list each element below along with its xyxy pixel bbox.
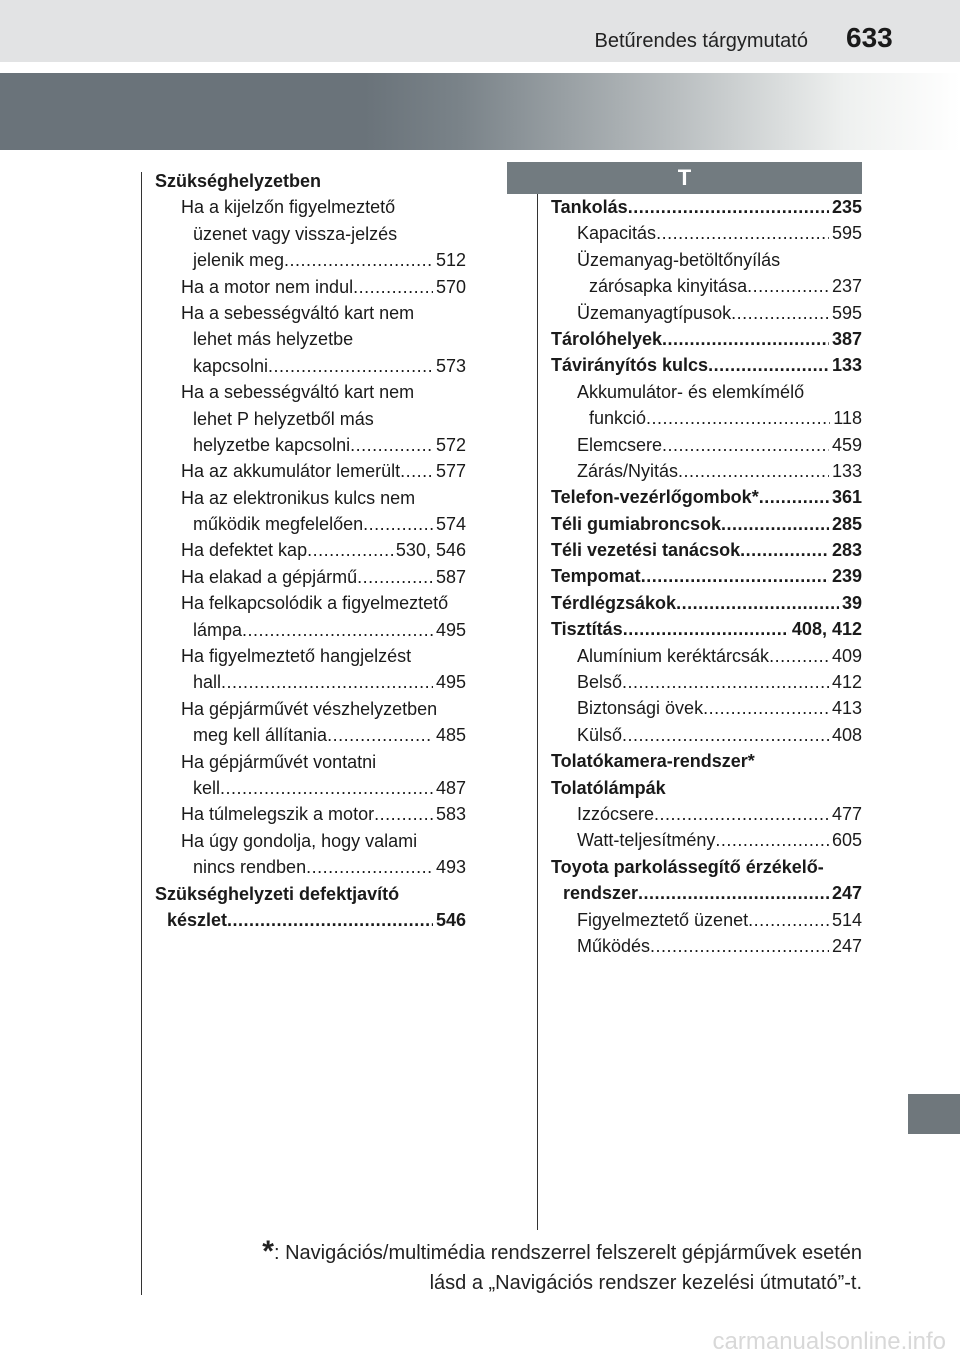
watermark: carmanualsonline.info: [712, 1328, 946, 1355]
entry-text: Tisztítás: [551, 619, 623, 640]
entry-text: Ha a motor nem indul: [181, 276, 354, 297]
dot-leader: [731, 300, 829, 326]
section-thumb-tab: [908, 1094, 960, 1134]
footnote-line-1: [190, 1237, 862, 1268]
dot-leader: [307, 537, 393, 563]
dot-leader: [656, 220, 829, 246]
index-entry: [155, 722, 466, 748]
index-entry: [155, 432, 466, 458]
entry-page-ref: 570: [435, 276, 466, 297]
dot-leader: [623, 616, 789, 642]
entry-page-ref: 587: [435, 566, 466, 587]
entry-text: lehet más helyzetbe: [193, 329, 354, 350]
index-entry: [155, 221, 466, 247]
index-entry: [551, 511, 862, 537]
dot-leader: [268, 353, 433, 379]
dot-leader: [227, 907, 433, 933]
entry-text: rendszer: [563, 883, 639, 904]
index-entry: [155, 854, 466, 880]
index-entry: [551, 827, 862, 853]
dot-leader: [242, 617, 433, 643]
entry-text: Ha a sebességváltó kart nem: [181, 302, 415, 323]
index-entry: [551, 247, 862, 273]
entry-text: Zárás/Nyitás: [577, 460, 679, 481]
dot-leader: [646, 405, 830, 431]
entry-page-ref: 235: [831, 197, 862, 217]
index-entry: [551, 432, 862, 458]
dot-leader: [662, 432, 829, 458]
index-entry: [551, 933, 862, 959]
left-index-column: [155, 168, 466, 933]
entry-text: Ha az akkumulátor lemerült: [181, 461, 401, 482]
entry-text: Téli vezetési tanácsok: [551, 540, 741, 561]
letter-section-header: T: [507, 162, 862, 194]
entry-text: Ha elakad a gépjármű: [181, 566, 358, 587]
entry-text: Ha a kijelzőn figyelmeztető: [181, 197, 396, 218]
entry-text: Tempomat: [551, 566, 641, 587]
entry-text: Kapacitás: [577, 223, 657, 244]
entry-text: meg kell állítania: [193, 725, 328, 746]
entry-text: Ha úgy gondolja, hogy valami: [181, 830, 418, 851]
entry-text: nincs rendben: [193, 857, 307, 878]
index-entry: [551, 616, 862, 642]
index-entry: [155, 194, 466, 220]
entry-page-ref: 595: [831, 223, 862, 244]
index-entry: [155, 907, 466, 933]
footnote-marker: *: [262, 1235, 274, 1268]
index-entry: [551, 563, 862, 589]
entry-page-ref: 495: [435, 672, 466, 693]
entry-page-ref: 530, 546: [395, 540, 466, 561]
index-entry: [551, 273, 862, 299]
entry-page-ref: 595: [831, 302, 862, 323]
entry-page-ref: 133: [831, 355, 862, 376]
column-divider: [537, 190, 538, 1230]
dot-leader: [221, 669, 433, 695]
entry-text: zárósapka kinyitása: [589, 276, 748, 297]
entry-text: Toyota parkolássegítő érzékelő-: [551, 856, 824, 877]
entry-page-ref: 493: [435, 857, 466, 878]
footnote-text-1: : Navigációs/multimédia rendszerrel felszerelt gépjárművek esetén: [273, 1242, 862, 1264]
index-entry: [551, 458, 862, 484]
dot-leader: [708, 352, 829, 378]
entry-page-ref: 361: [831, 487, 862, 508]
index-entry: [155, 247, 466, 273]
entry-text: Ha túlmelegszik a motor: [181, 804, 375, 825]
entry-page-ref: 546: [435, 909, 466, 930]
index-entry: [551, 484, 862, 510]
index-entry: [155, 801, 466, 827]
index-entry: [551, 352, 862, 378]
entry-page-ref: 285: [831, 513, 862, 534]
dot-leader: [740, 537, 829, 563]
index-entry: [551, 537, 862, 563]
entry-text: készlet: [167, 909, 228, 930]
index-entry: [155, 485, 466, 511]
entry-text: Tankolás: [551, 197, 628, 217]
entry-page-ref: 512: [435, 250, 466, 271]
index-entry: [155, 353, 466, 379]
entry-text: Ha az elektronikus kulcs nem: [181, 487, 416, 508]
index-entry: [155, 749, 466, 775]
entry-text: Ha gépjárművét vontatni: [181, 751, 377, 772]
index-entry: [155, 300, 466, 326]
index-entry: [551, 405, 862, 431]
entry-page-ref: 39: [841, 592, 862, 613]
entry-page-ref: 583: [435, 804, 466, 825]
entry-text: Izzócsere: [577, 803, 655, 824]
entry-text: Üzemanyag-betöltőnyílás: [577, 249, 781, 270]
entry-page-ref: 413: [831, 698, 862, 719]
entry-text: Külső: [577, 724, 623, 745]
entry-page-ref: 495: [435, 619, 466, 640]
entry-text: Ha gépjárművét vészhelyzetben: [181, 698, 438, 719]
entry-page-ref: 283: [831, 540, 862, 561]
entry-text: Watt-teljesítmény: [577, 830, 716, 851]
index-entry: [551, 194, 862, 220]
section-title: Betűrendes tárgymutató: [594, 30, 808, 52]
entry-page-ref: 247: [831, 935, 862, 956]
index-entry: [551, 854, 862, 880]
dot-leader: [748, 907, 829, 933]
index-entry: [551, 300, 862, 326]
dot-leader: [721, 511, 829, 537]
entry-page-ref: 409: [831, 645, 862, 666]
dot-leader: [327, 722, 433, 748]
entry-page-ref: 247: [831, 883, 862, 904]
entry-text: Tolatókamera-rendszer*: [551, 751, 755, 772]
entry-text: hall: [193, 672, 222, 693]
entry-page-ref: 387: [831, 328, 862, 349]
dot-leader: [622, 669, 829, 695]
index-entry: [155, 669, 466, 695]
entry-page-ref: 408, 412: [791, 619, 862, 640]
entry-text: jelenik meg: [193, 250, 285, 271]
entry-page-ref: 605: [831, 830, 862, 851]
entry-text: Ha a sebességváltó kart nem: [181, 382, 415, 403]
right-index-column: [551, 194, 862, 959]
entry-page-ref: 514: [831, 909, 862, 930]
left-column-rule: [141, 172, 142, 1295]
entry-text: Telefon-vezérlőgombok*: [551, 487, 759, 508]
entry-page-ref: 477: [831, 803, 862, 824]
dot-leader: [357, 564, 433, 590]
entry-page-ref: 487: [435, 777, 466, 798]
entry-text: kapcsolni: [193, 355, 269, 376]
index-entry: [551, 590, 862, 616]
index-entry: [551, 880, 862, 906]
entry-text: Térdlégzsákok: [551, 592, 677, 613]
dot-leader: [400, 458, 433, 484]
index-entry: [155, 828, 466, 854]
index-entry: [155, 458, 466, 484]
entry-page-ref: 573: [435, 355, 466, 376]
index-entry: [155, 564, 466, 590]
entry-page-ref: 485: [435, 725, 466, 746]
entry-text: Távirányítós kulcs: [551, 355, 709, 376]
entry-page-ref: 408: [831, 724, 862, 745]
footnote-line-2: lásd a „Navigációs rendszer kezelési útmutató”-t.: [429, 1272, 862, 1294]
entry-text: funkció: [589, 408, 647, 429]
index-entry: [155, 617, 466, 643]
entry-text: Ha figyelmeztető hangjelzést: [181, 646, 412, 667]
entry-text: Akkumulátor- és elemkímélő: [577, 381, 805, 402]
entry-page-ref: 239: [831, 566, 862, 587]
index-entry: [551, 748, 862, 774]
entry-page-ref: 459: [831, 434, 862, 455]
index-entry: [551, 326, 862, 352]
dot-leader: [650, 933, 829, 959]
entry-page-ref: 237: [831, 276, 862, 297]
entry-page-ref: 574: [435, 514, 466, 535]
dot-leader: [703, 695, 829, 721]
index-entry: [551, 669, 862, 695]
entry-page-ref: 118: [833, 408, 862, 429]
dot-leader: [353, 274, 433, 300]
index-entry: [155, 326, 466, 352]
gradient-banner: [0, 73, 960, 150]
dot-leader: [374, 801, 433, 827]
index-entry: [155, 590, 466, 616]
entry-text: Ha defektet kap: [181, 540, 308, 561]
index-entry: [551, 775, 862, 801]
entry-text: Alumínium keréktárcsák: [577, 645, 770, 666]
index-entry: [155, 775, 466, 801]
dot-leader: [747, 273, 829, 299]
dot-leader: [678, 458, 829, 484]
entry-text: Biztonsági övek: [577, 698, 704, 719]
dot-leader: [662, 326, 829, 352]
footnote: [190, 1237, 862, 1298]
entry-text: Szükséghelyzetben: [155, 171, 322, 191]
index-entry: [155, 696, 466, 722]
entry-text: Tolatólámpák: [551, 777, 666, 798]
dot-leader: [220, 775, 433, 801]
dot-leader: [641, 563, 829, 589]
entry-text: Elemcsere: [577, 434, 663, 455]
index-entry: [155, 379, 466, 405]
entry-page-ref: 412: [831, 672, 862, 693]
index-entry: [155, 511, 466, 537]
entry-page-ref: 577: [435, 461, 466, 482]
entry-text: lehet P helyzetből más: [193, 408, 374, 429]
entry-text: Szükséghelyzeti defektjavító: [155, 883, 400, 904]
page-number: 633: [846, 22, 893, 53]
index-entry: [551, 379, 862, 405]
entry-text: kell: [193, 777, 221, 798]
entry-text: Téli gumiabroncsok: [551, 513, 722, 534]
dot-leader: [654, 801, 829, 827]
dot-leader: [676, 590, 839, 616]
entry-text: működik megfelelően: [193, 514, 364, 535]
dot-leader: [715, 827, 829, 853]
index-entry: [551, 907, 862, 933]
index-entry: [551, 643, 862, 669]
index-entry: [155, 643, 466, 669]
entry-text: Ha felkapcsolódik a figyelmeztető: [181, 593, 449, 614]
dot-leader: [350, 432, 433, 458]
entry-text: üzenet vagy vissza-jelzés: [193, 223, 398, 244]
entry-text: helyzetbe kapcsolni: [193, 434, 351, 455]
index-entry: [551, 801, 862, 827]
dot-leader: [284, 247, 433, 273]
index-entry: [155, 406, 466, 432]
entry-text: Figyelmeztető üzenet: [577, 909, 749, 930]
index-entry: [155, 168, 466, 194]
entry-text: Belső: [577, 672, 623, 693]
entry-page-ref: 133: [831, 460, 862, 481]
dot-leader: [363, 511, 433, 537]
dot-leader: [306, 854, 433, 880]
dot-leader: [638, 880, 829, 906]
dot-leader: [769, 643, 829, 669]
dot-leader: [622, 722, 829, 748]
index-entry: [155, 274, 466, 300]
entry-text: lámpa: [193, 619, 243, 640]
entry-text: Üzemanyagtípusok: [577, 302, 732, 323]
entry-text: Tárolóhelyek: [551, 328, 663, 349]
index-entry: [551, 695, 862, 721]
index-entry: [155, 881, 466, 907]
entry-page-ref: 572: [435, 434, 466, 455]
index-entry: [551, 722, 862, 748]
index-entry: [155, 537, 466, 563]
dot-leader: [628, 194, 829, 220]
entry-text: Működés: [577, 935, 651, 956]
index-entry: [551, 220, 862, 246]
dot-leader: [759, 484, 829, 510]
